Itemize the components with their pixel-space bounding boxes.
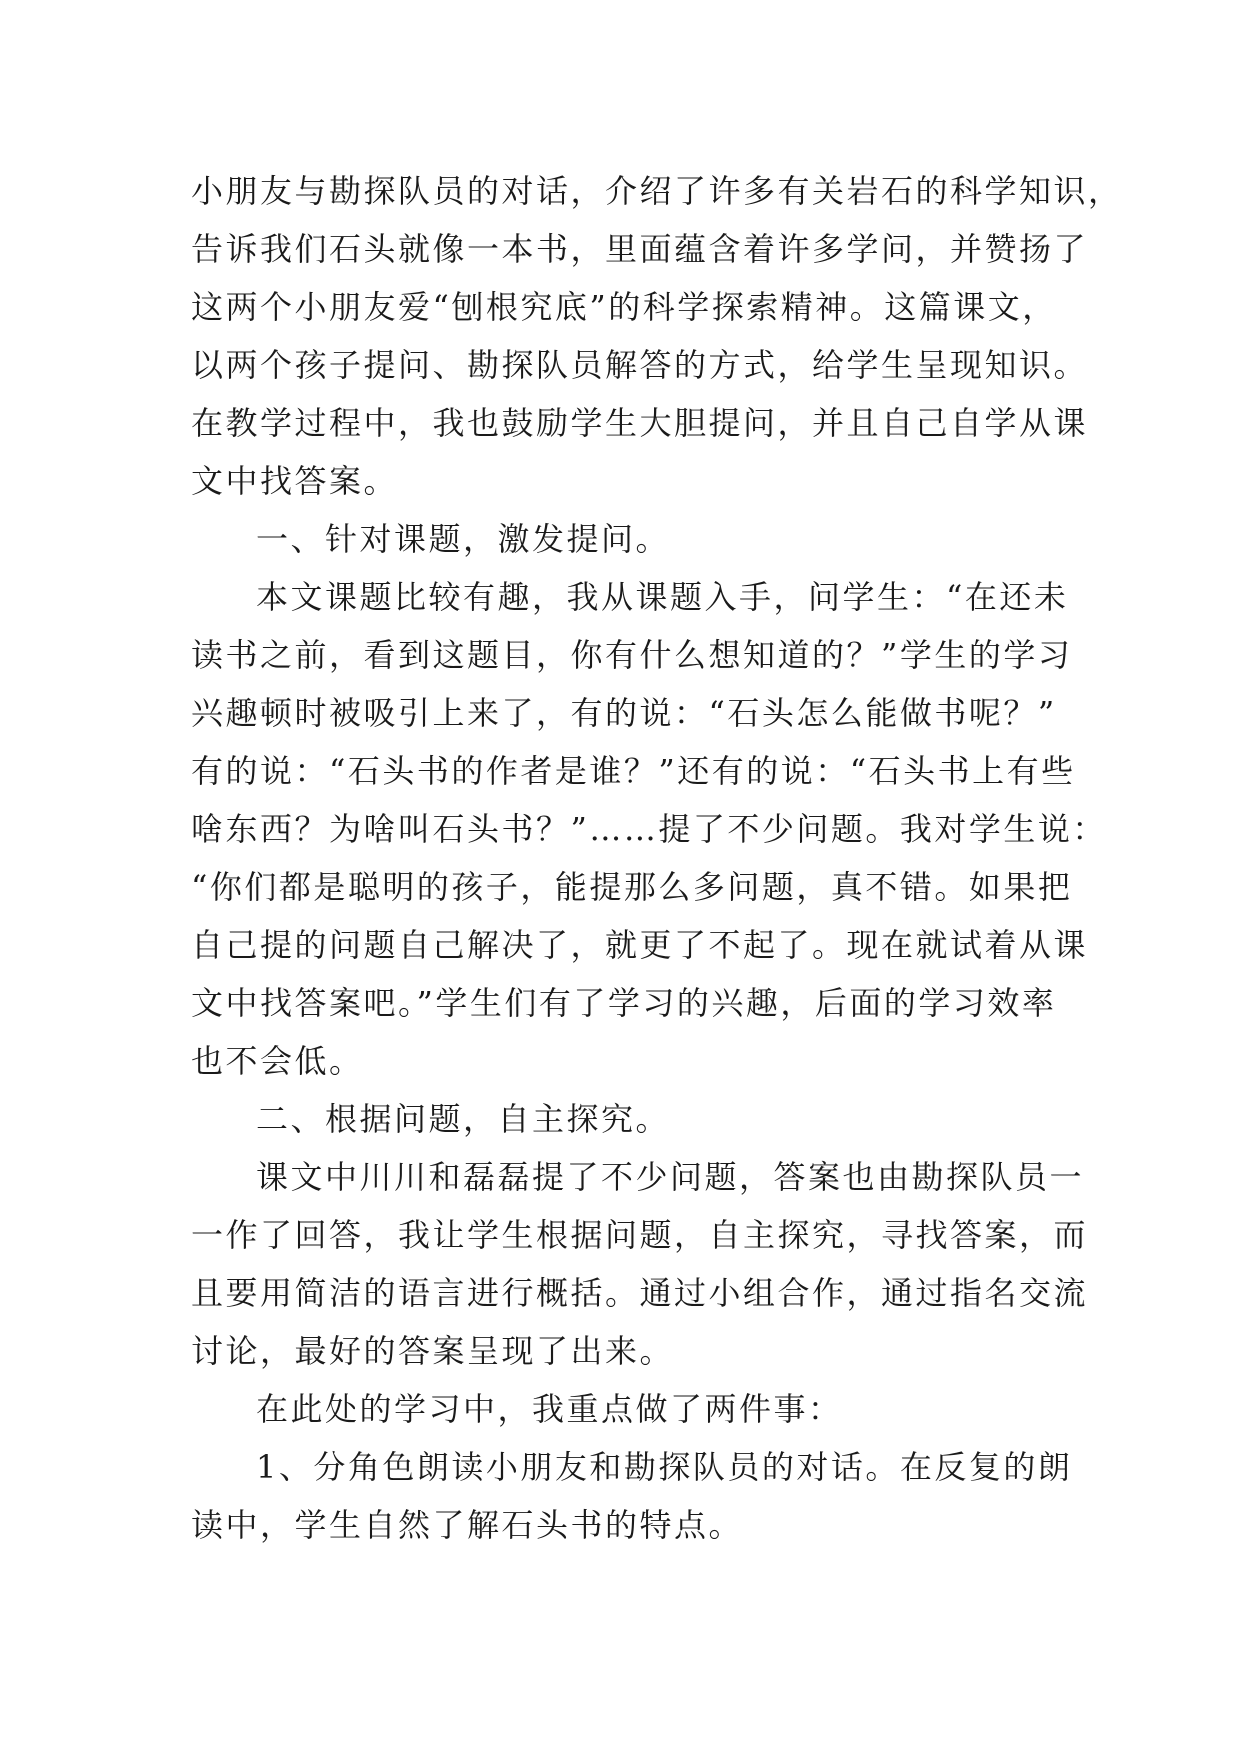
paragraph-start-line: 在此处的学习中，我重点做了两件事： <box>256 1390 843 1428</box>
text-line: 自己提的问题自己解决了，就更了不起了。现在就试着从课 <box>191 926 1089 964</box>
text-line: 小朋友与勘探队员的对话，介绍了许多有关岩石的科学知识， <box>191 172 1123 210</box>
text-line: 以两个孩子提问、勘探队员解答的方式，给学生呈现知识。 <box>191 346 1089 384</box>
section-heading: 一、针对课题，激发提问。 <box>256 520 671 558</box>
paragraph-start-line: 课文中川川和磊磊提了不少问题，答案也由勘探队员一 <box>256 1158 1085 1196</box>
text-line: 兴趣顿时被吸引上来了，有的说：“石头怎么能做书呢？” <box>191 694 1057 732</box>
list-item-line: 1、分角色朗读小朋友和勘探队员的对话。在反复的朗 <box>256 1448 1073 1486</box>
text-line: 有的说：“石头书的作者是谁？”还有的说：“石头书上有些 <box>191 752 1076 790</box>
text-line: “你们都是聪明的孩子，能提那么多问题，真不错。如果把 <box>191 868 1073 906</box>
paragraph-start-line: 本文课题比较有趣，我从课题入手，问学生：“在还未 <box>256 578 1069 616</box>
text-line: 在教学过程中，我也鼓励学生大胆提问，并且自己自学从课 <box>191 404 1089 442</box>
text-line: 讨论，最好的答案呈现了出来。 <box>191 1332 675 1370</box>
text-line: 啥东西？为啥叫石头书？”……提了不少问题。我对学生说： <box>191 810 1107 848</box>
section-heading: 二、根据问题，自主探究。 <box>256 1100 671 1138</box>
text-line: 读中，学生自然了解石头书的特点。 <box>191 1506 744 1544</box>
text-line: 文中找答案吧。”学生们有了学习的兴趣，后面的学习效率 <box>191 984 1057 1022</box>
text-line: 文中找答案。 <box>191 462 399 500</box>
text-line: 告诉我们石头就像一本书，里面蕴含着许多学问，并赞扬了 <box>191 230 1089 268</box>
text-line: 一作了回答，我让学生根据问题，自主探究，寻找答案，而 <box>191 1216 1089 1254</box>
text-line: 这两个小朋友爱“刨根究底”的科学探索精神。这篇课文， <box>191 288 1057 326</box>
text-line: 读书之前，看到这题目，你有什么想知道的？”学生的学习 <box>191 636 1073 674</box>
text-line: 且要用简洁的语言进行概括。通过小组合作，通过指名交流 <box>191 1274 1089 1312</box>
text-line: 也不会低。 <box>191 1042 364 1080</box>
